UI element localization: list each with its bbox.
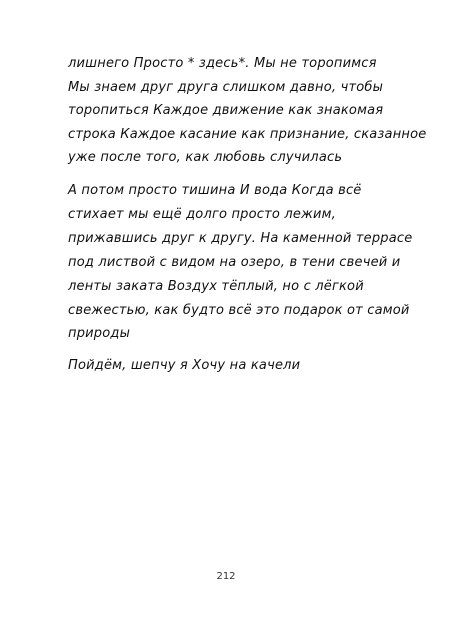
text-line: А потом просто тишина И вода Когда всё xyxy=(68,183,362,198)
text-line: уже после того, как любовь случилась xyxy=(68,150,343,165)
text-line: лишнего Просто * здесь*. Мы не торопимся xyxy=(68,56,377,71)
text-line: Пойдём, шепчу я Хочу на качели xyxy=(68,358,301,373)
text-line: торопиться Каждое движение как знакомая xyxy=(68,103,384,118)
text-line: природы xyxy=(68,326,131,341)
text-line: строка Каждое касание как признание, сказанное xyxy=(68,127,427,142)
text-line: под листвой с видом на озеро, в тени свечей и xyxy=(68,255,401,270)
text-line: стихает мы ещё долго просто лежим, xyxy=(68,207,336,222)
page-number: 212 xyxy=(216,571,236,582)
text-line: ленты заката Воздух тёплый, но с лёгкой xyxy=(68,279,364,294)
text-line: прижавшись друг к другу. На каменной террасе xyxy=(68,231,413,246)
text-line: свежестью, как будто всё это подарок от самой xyxy=(68,303,410,318)
text-line: Мы знаем друг друга слишком давно, чтобы xyxy=(68,80,384,95)
